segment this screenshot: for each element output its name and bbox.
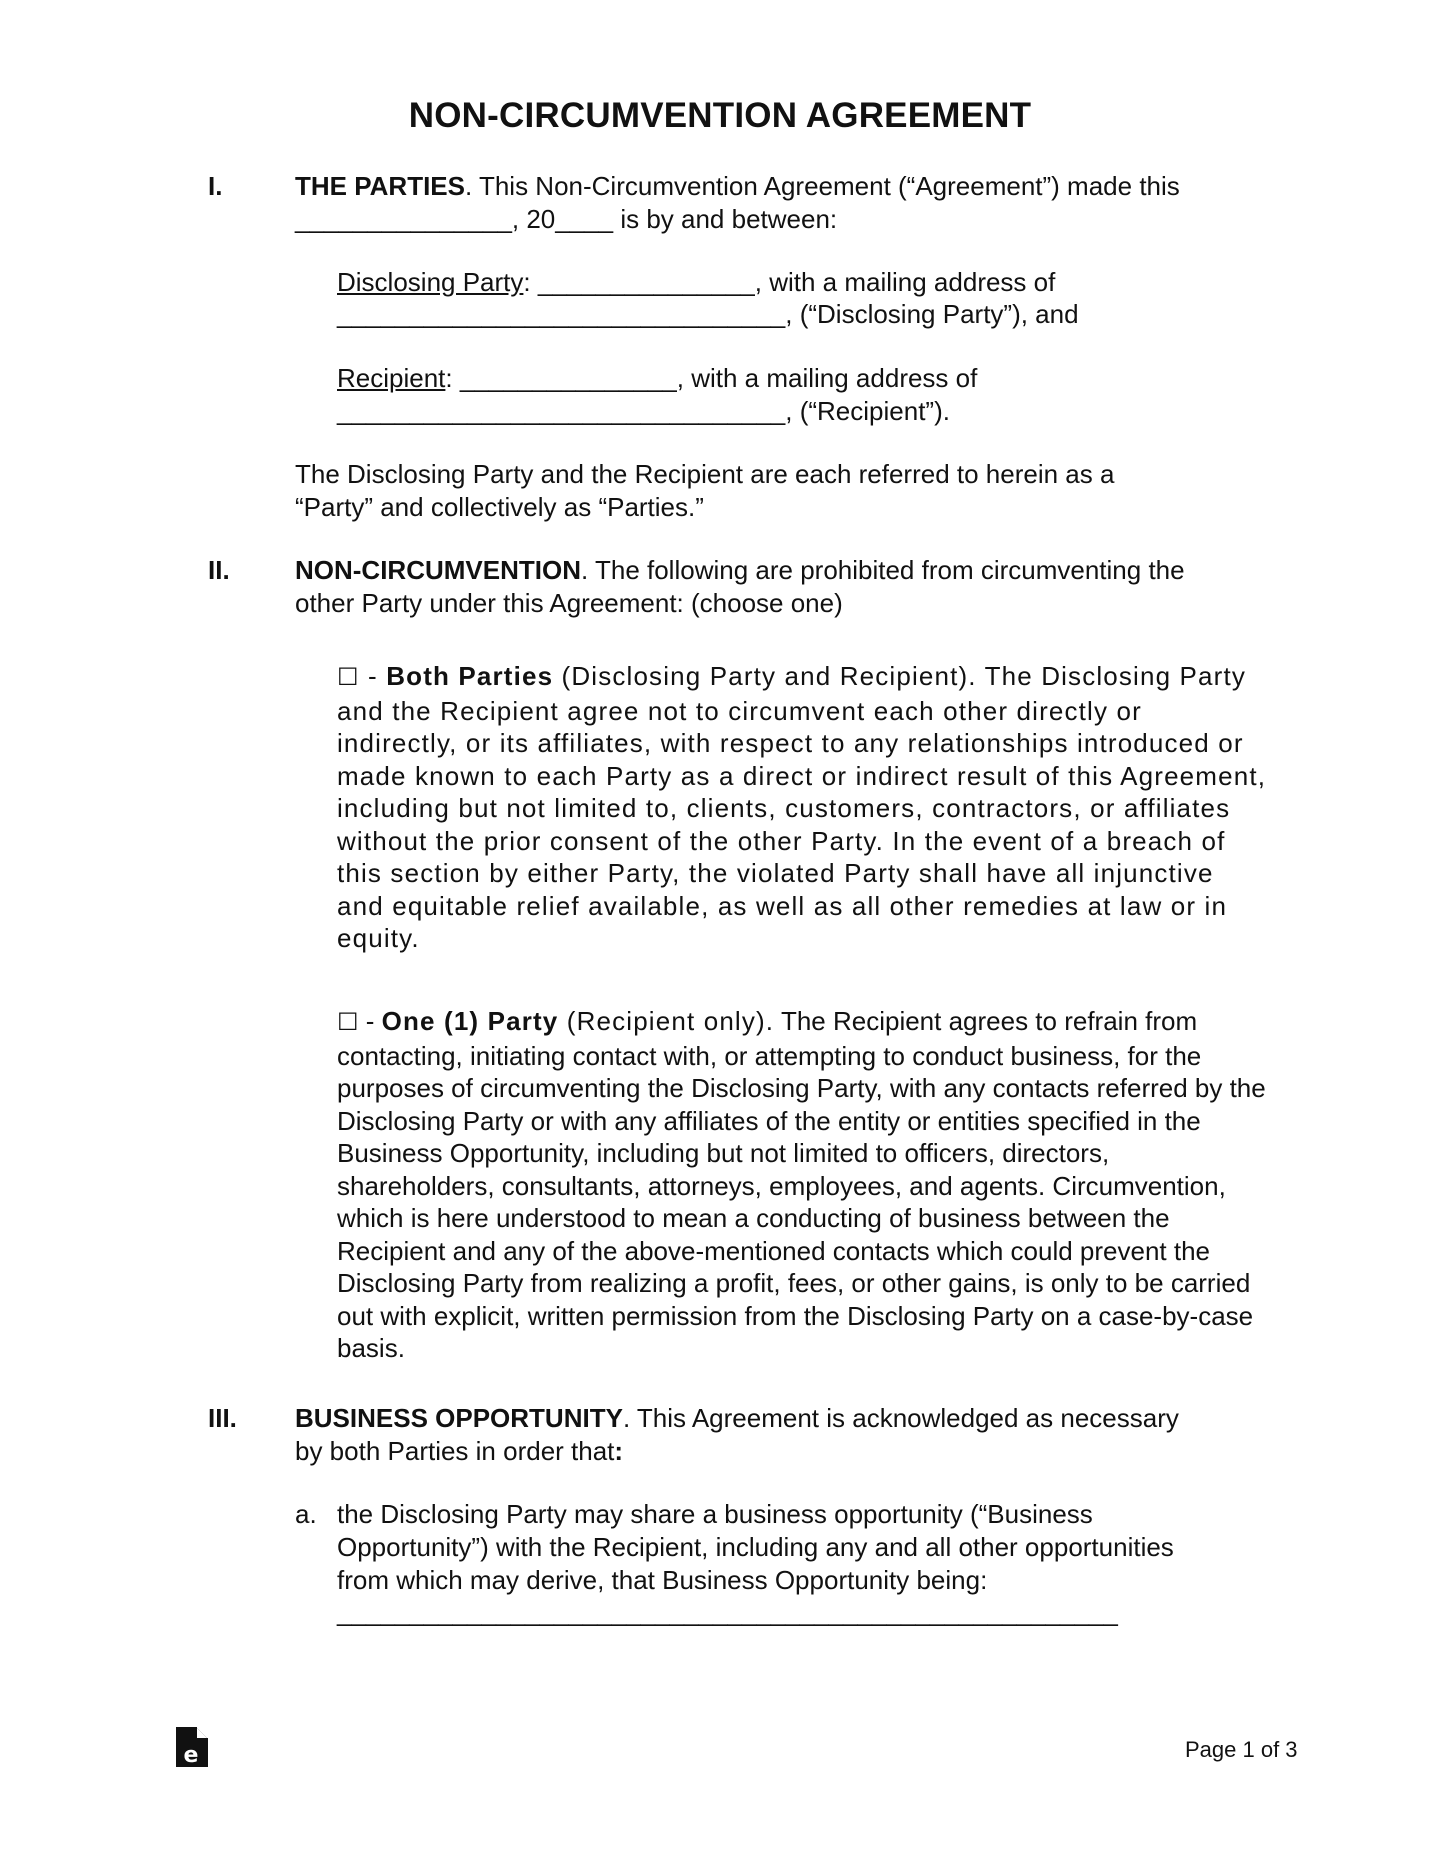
option-one-party-label: One (1) Party <box>381 1006 559 1036</box>
option-both-parties-checkbox[interactable]: ☐ <box>337 664 360 691</box>
option-both-parties-dash: - <box>359 661 387 691</box>
option-one-party-text: The Recipient agrees to refrain from contacting, initiating contact with, or attempting to conduct business, for the purposes of circumventing the Disclosing Party, with any contacts referred by the Disclosing Party or with any affiliates of the entity or entities specified in the Business Opportunity, including but not limited to officers, directors, shareholders, consultants, attorneys, employees, and agents. Circumvention, which is here understood to mean a conducting of business between the Recipient and any of the above-mentioned contacts which could prevent the Disclosing Party from realizing a profit, fees, or other gains, is only to be carried out with explicit, written permission from the Disclosing Party on a case-by-case basis. <box>337 1006 1266 1363</box>
option-one-party-suffix: (Recipient only). <box>558 1006 775 1036</box>
parties-definition-line-1: The Disclosing Party and the Recipient are each referred to herein as a <box>295 459 1115 489</box>
eforms-logo-icon <box>174 1725 210 1769</box>
svg-text:e: e <box>183 1743 199 1768</box>
section-2-intro-text: . The following are prohibited from circumventing the <box>581 555 1185 585</box>
document-title: NON-CIRCUMVENTION AGREEMENT <box>408 96 1032 135</box>
option-both-parties <box>337 660 1267 955</box>
business-opportunity-field: ______________________________________________________ <box>337 1597 1118 1627</box>
section-1-date-line: _______________, 20____ is by and between: <box>295 204 838 234</box>
section-2-line-1 <box>295 554 1185 587</box>
recipient-line-1 <box>337 362 977 395</box>
section-1-line-1 <box>295 170 1180 203</box>
option-both-parties-text: (Disclosing Party and Recipient). The Disclosing Party and the Recipient agree not to circumvent each other directly or indirectly, or its affiliates, with respect to any relationships introduced or made known to each Party as a direct or indirect result of this Agreement, including but not limited to, clients, customers, contractors, or affiliates without the prior consent of the other Party. In the event of a breach of this section by either Party, the violated Party shall have all injunctive and equitable relief available, as well as all other remedies at law or in equity. <box>337 661 1267 953</box>
section-1-number: I. <box>208 171 223 201</box>
item-a-line-3: from which may derive, that Business Opportunity being: <box>337 1565 988 1595</box>
section-2-line-2: other Party under this Agreement: (choose one) <box>295 588 843 618</box>
section-3-line-2-text: by both Parties in order that <box>295 1436 615 1466</box>
section-2-number: II. <box>208 555 230 585</box>
section-3-line-1 <box>295 1402 1179 1435</box>
option-one-party-checkbox[interactable]: ☐ <box>337 1009 359 1036</box>
option-both-parties-label: Both Parties <box>386 661 554 691</box>
section-1-heading: THE PARTIES <box>295 171 465 201</box>
recipient-label: Recipient <box>337 363 446 393</box>
section-3-number: III. <box>208 1403 237 1433</box>
item-a-line-1: the Disclosing Party may share a business opportunity (“Business <box>337 1499 1093 1529</box>
option-one-party <box>337 1005 1267 1365</box>
disclosing-party-line-1 <box>337 266 1055 299</box>
parties-definition-line-2: “Party” and collectively as “Parties.” <box>295 492 704 522</box>
recipient-name-field: : _______________, with a mailing address of <box>445 363 978 393</box>
disclosing-party-label: Disclosing Party <box>337 267 524 297</box>
disclosing-party-address-field: _______________________________, (“Disclosing Party”), and <box>337 299 1079 329</box>
option-one-party-dash: - <box>358 1006 382 1036</box>
disclosing-party-name-field: : _______________, with a mailing address of <box>523 267 1056 297</box>
recipient-address-field: _______________________________, (“Recipient”). <box>337 396 950 426</box>
section-3-heading: BUSINESS OPPORTUNITY <box>295 1403 623 1433</box>
item-a-line-2: Opportunity”) with the Recipient, including any and all other opportunities <box>337 1532 1174 1562</box>
item-a-letter: a. <box>295 1499 317 1529</box>
section-3-line-2 <box>295 1435 623 1468</box>
page-number: Page 1 of 3 <box>1185 1737 1298 1762</box>
section-1-intro-text: . This Non-Circumvention Agreement (“Agreement”) made this <box>464 171 1180 201</box>
section-2-heading: NON-CIRCUMVENTION <box>295 555 581 585</box>
section-3-colon: : <box>614 1436 624 1466</box>
section-3-intro-text: . This Agreement is acknowledged as necessary <box>622 1403 1179 1433</box>
